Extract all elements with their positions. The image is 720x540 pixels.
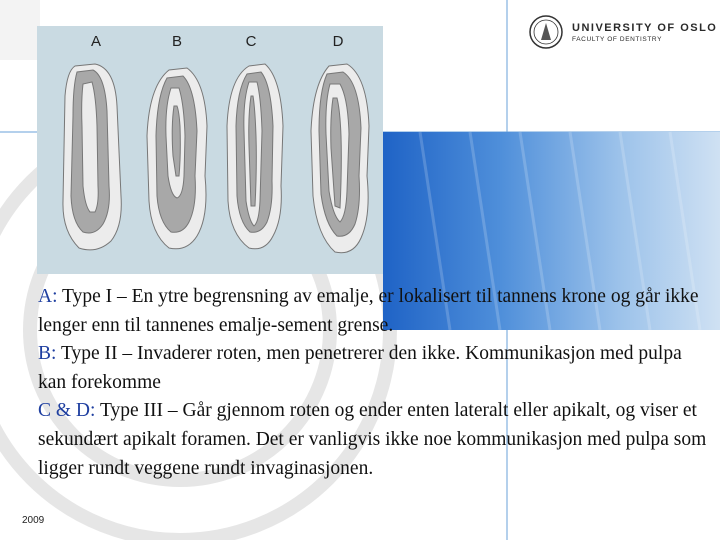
university-name: UNIVERSITY OF OSLO xyxy=(572,22,718,34)
figure-label-a: A xyxy=(90,33,101,50)
figure-label-c: C xyxy=(245,33,257,50)
figure-label-d: D xyxy=(332,33,344,50)
university-seal-icon xyxy=(528,14,568,50)
caption-key-a: A: xyxy=(38,286,58,307)
caption-key-cd: C & D: xyxy=(38,400,96,422)
caption-text-b: Type II – Invaderer roten, men penetrerer den ikke. Kommunikasjon med pulpa kan forekomme xyxy=(38,343,682,393)
tooth-diagram xyxy=(37,26,383,274)
figure-caption xyxy=(38,283,708,483)
caption-key-b: B: xyxy=(38,343,57,365)
dens-invaginatus-figure xyxy=(37,26,383,274)
figure-label-b: B xyxy=(171,33,182,50)
university-logo xyxy=(528,14,718,50)
caption-text-a: Type I – En ytre begrensning av emalje, er lokalisert til tannens krone og går ikke lenger enn til tannenes emalje-sement grense. xyxy=(38,286,699,336)
footer-year: 2009 xyxy=(22,515,45,526)
faculty-name: FACULTY OF DENTISTRY xyxy=(572,36,663,43)
caption-text-cd: Type III – Går gjennom roten og ender enten lateralt eller apikalt, og viser et sekundært apikalt foramen. Det er vanligvis ikke noe kommunikasjon med pulpa som ligger rundt veggene rundt invaginasjonen. xyxy=(38,400,707,479)
